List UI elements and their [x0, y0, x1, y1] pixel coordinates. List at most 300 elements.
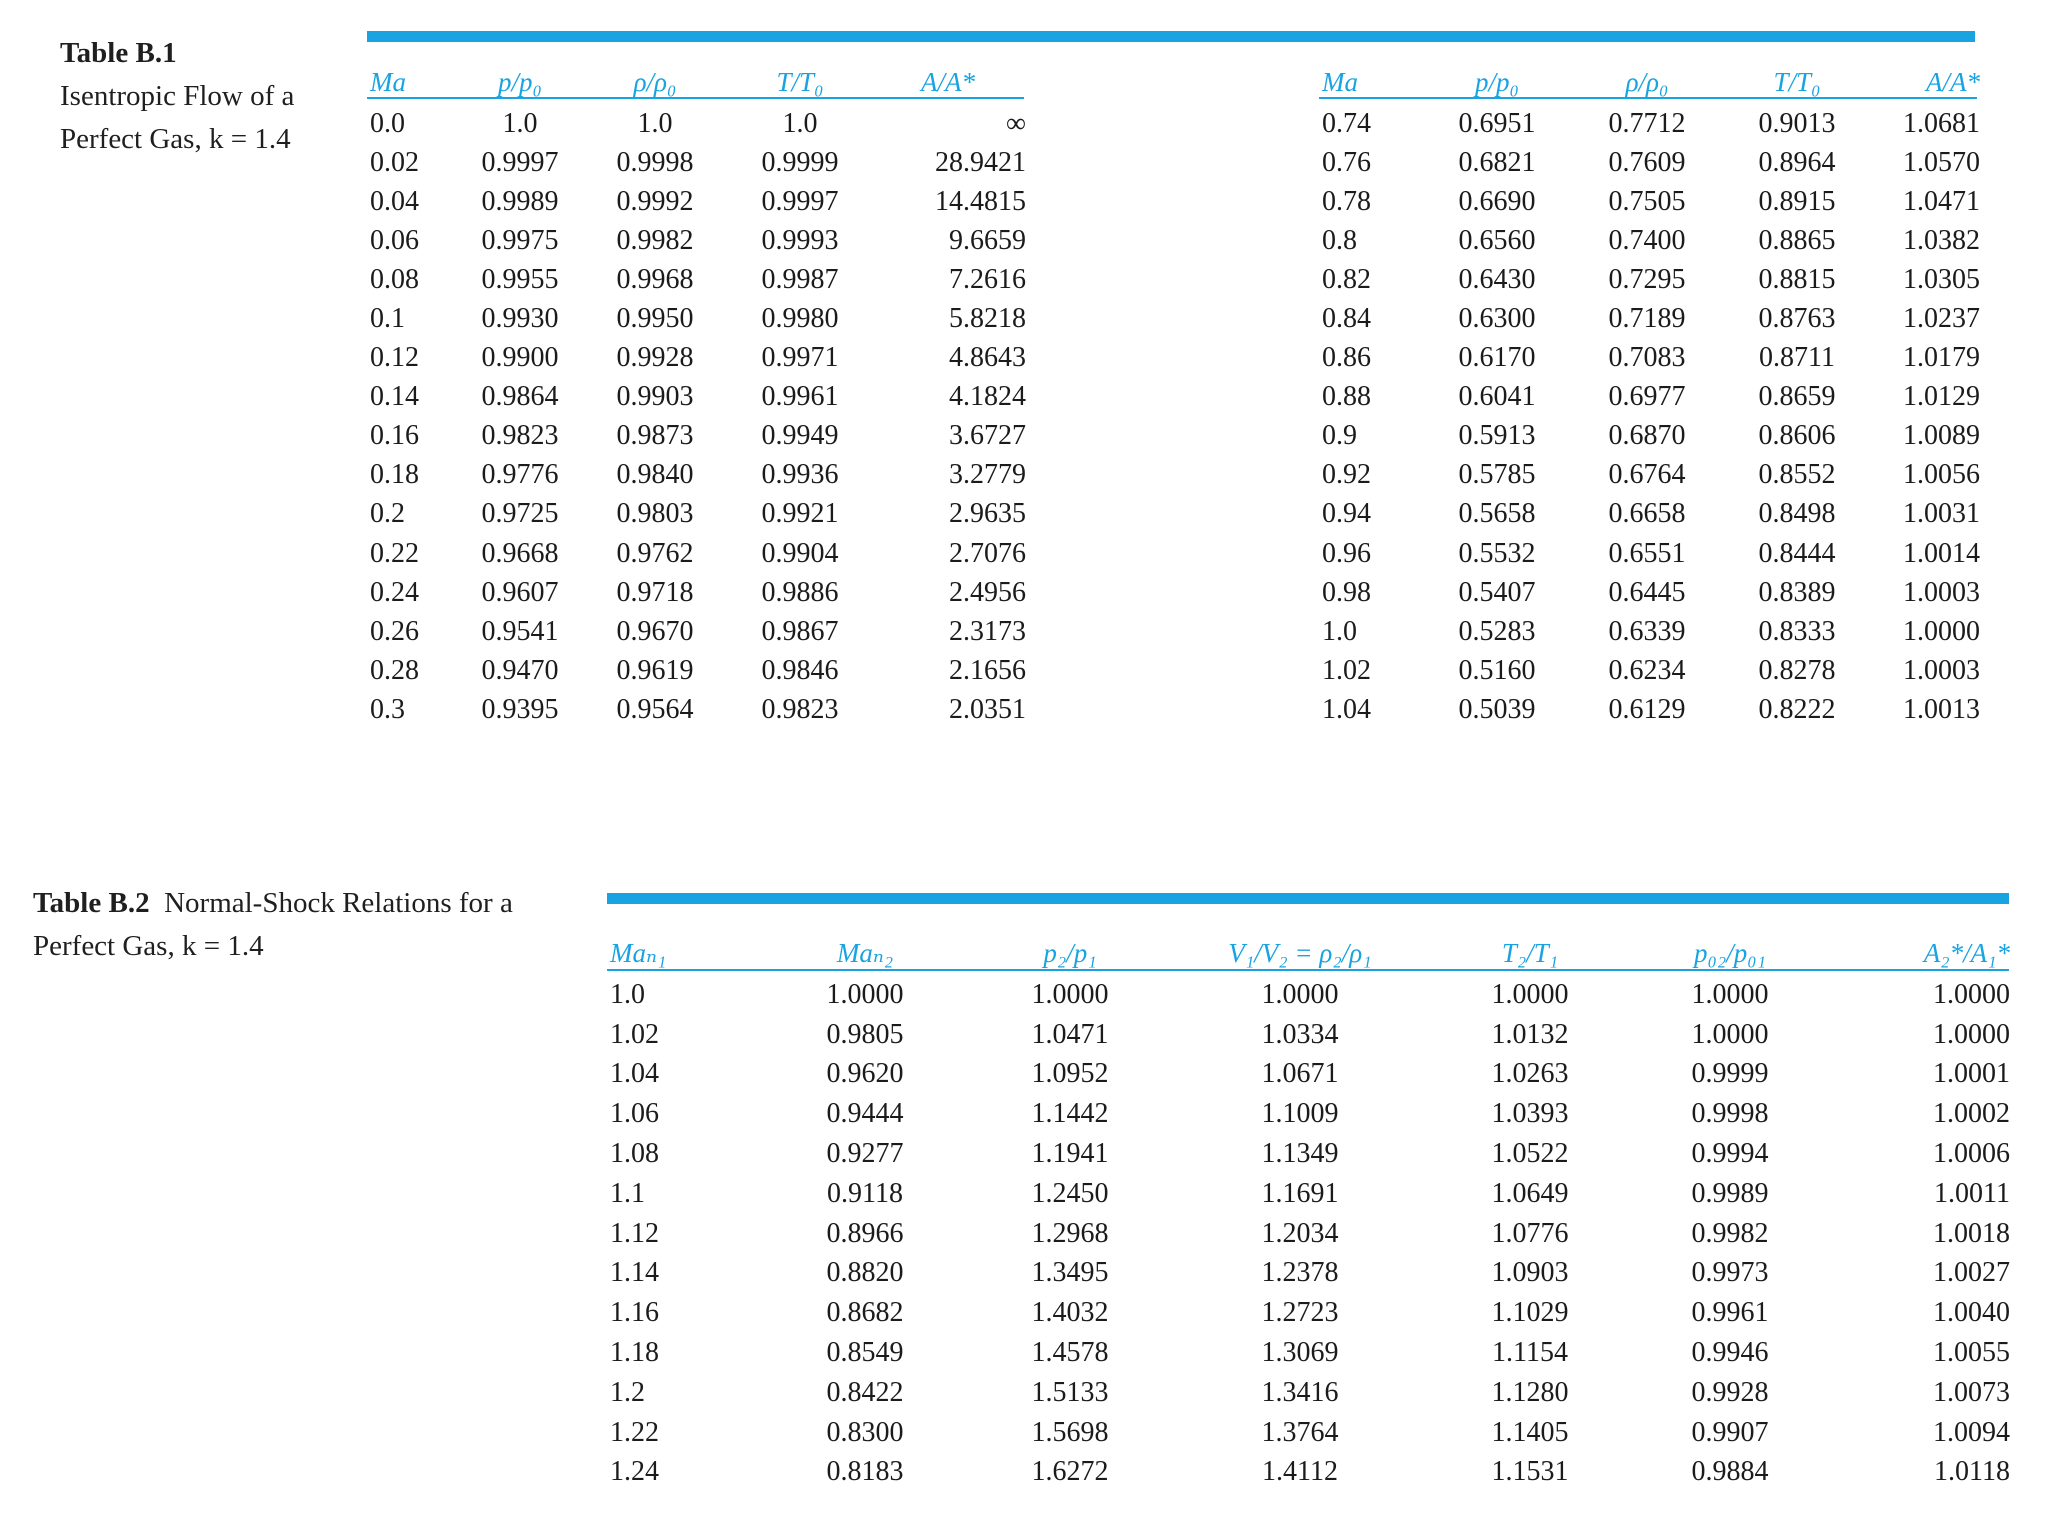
table-cell: 0.9928 — [616, 342, 694, 374]
table-cell: 0.9999 — [761, 146, 839, 178]
table-cell: 0.9840 — [616, 459, 694, 491]
table-cell: 0.9444 — [826, 1098, 904, 1130]
table-cell: 1.0 — [502, 107, 538, 139]
table-cell: 0.9873 — [616, 420, 694, 452]
table-cell: 1.1349 — [1261, 1138, 1339, 1170]
table-row — [370, 339, 1026, 378]
table-cell: 0.9762 — [616, 537, 694, 569]
table-b2-title: Normal-Shock Relations for a Perfect Gas, k = 1.4 — [33, 887, 513, 962]
table-row — [370, 573, 1026, 612]
table-cell: 0.9971 — [761, 342, 839, 374]
table-cell: 0.8552 — [1758, 459, 1836, 491]
table-cell: 0.8915 — [1758, 185, 1836, 217]
table-cell: 0.9997 — [761, 185, 839, 217]
table-cell: 1.0 — [782, 107, 818, 139]
table-cell: 0.9961 — [1691, 1297, 1769, 1329]
table-row — [370, 456, 1026, 495]
table-cell: 0.9823 — [761, 693, 839, 725]
table-row — [610, 1413, 2010, 1453]
table-row — [1322, 690, 1980, 729]
table-cell: 1.2 — [610, 1376, 645, 1408]
table-cell: 3.6727 — [949, 420, 1026, 452]
table-cell: 0.6234 — [1608, 654, 1686, 686]
column-header: p/p₀ — [498, 67, 542, 97]
table-b2-label: Table B.2 — [33, 887, 150, 919]
table-cell: 1.0027 — [1933, 1257, 2010, 1289]
table-cell: 0.9013 — [1758, 107, 1836, 139]
table-cell: 0.9994 — [1691, 1138, 1769, 1170]
table-cell: 0.9619 — [616, 654, 694, 686]
table-cell: 1.06 — [610, 1098, 659, 1130]
table-cell: 0.8711 — [1759, 342, 1835, 374]
table-cell: 0.08 — [370, 263, 419, 295]
table-cell: 1.0000 — [1031, 978, 1109, 1010]
table-b1-left — [370, 48, 1026, 730]
table-cell: 0.3 — [370, 693, 405, 725]
table-cell: 0.82 — [1322, 263, 1371, 295]
table-row — [1322, 339, 1980, 378]
table-cell: 0.6339 — [1608, 615, 1686, 647]
table-cell: 1.3416 — [1261, 1376, 1339, 1408]
table-cell: 1.0056 — [1903, 459, 1980, 491]
table-cell: 1.0000 — [1691, 1018, 1769, 1050]
table-row — [1322, 612, 1980, 651]
table-row — [370, 495, 1026, 534]
table-row — [1322, 378, 1980, 417]
table-row — [370, 299, 1026, 338]
table-cell: 0.06 — [370, 224, 419, 256]
table-cell: 0.9907 — [1691, 1416, 1769, 1448]
table-row — [610, 1373, 2010, 1413]
table-cell: 1.0089 — [1903, 420, 1980, 452]
column-header: T/T₀ — [1773, 67, 1821, 97]
table-cell: 0.9725 — [481, 498, 559, 530]
table-cell: 0.9998 — [1691, 1098, 1769, 1130]
table-cell: 1.1009 — [1261, 1098, 1339, 1130]
table-cell: 0.8278 — [1758, 654, 1836, 686]
table-row — [1322, 651, 1980, 690]
table-cell: 1.18 — [610, 1337, 659, 1369]
table-cell: 0.12 — [370, 342, 419, 374]
table-cell: 1.2378 — [1261, 1257, 1339, 1289]
table-cell: 0.9118 — [827, 1177, 903, 1209]
table-cell: 0.6445 — [1608, 576, 1686, 608]
table-cell: 1.0382 — [1903, 224, 1980, 256]
table-cell: 0.9980 — [761, 303, 839, 335]
table-cell: ∞ — [1006, 107, 1026, 139]
table-cell: 0.8444 — [1758, 537, 1836, 569]
table-cell: 0.9936 — [761, 459, 839, 491]
column-header: T/T₀ — [776, 67, 824, 97]
table-cell: 0.9864 — [481, 381, 559, 413]
table-cell: 0.88 — [1322, 381, 1371, 413]
column-header: A/A* — [921, 67, 975, 97]
table-cell: 0.8389 — [1758, 576, 1836, 608]
table-cell: 0.8964 — [1758, 146, 1836, 178]
column-header: A/A* — [1926, 67, 1980, 97]
table-cell: 0.5913 — [1458, 420, 1536, 452]
table-cell: 7.2616 — [949, 263, 1026, 295]
table-b1-right — [1322, 48, 1980, 730]
table-row — [610, 1055, 2010, 1095]
table-cell: 1.24 — [610, 1456, 659, 1488]
table-cell: 1.04 — [1322, 693, 1371, 725]
table-cell: 0.2 — [370, 498, 405, 530]
table-cell: 1.4578 — [1031, 1337, 1109, 1369]
table-cell: 1.0031 — [1903, 498, 1980, 530]
table-cell: 1.0000 — [1261, 978, 1339, 1010]
column-header: Ma — [1322, 67, 1358, 97]
table-cell: 2.3173 — [949, 615, 1026, 647]
table-cell: 0.8498 — [1758, 498, 1836, 530]
table-cell: 0.8422 — [826, 1376, 904, 1408]
table-cell: 1.0003 — [1903, 654, 1980, 686]
table-b1-caption — [60, 32, 320, 161]
table-cell: 0.6129 — [1608, 693, 1686, 725]
table-cell: 0.9900 — [481, 342, 559, 374]
table-cell: 1.1405 — [1491, 1416, 1569, 1448]
table-cell: 4.1824 — [949, 381, 1026, 413]
table-cell: 0.76 — [1322, 146, 1371, 178]
table-row — [370, 260, 1026, 299]
table-cell: 0.7505 — [1608, 185, 1686, 217]
table-row — [610, 1254, 2010, 1294]
table-cell: 1.0000 — [1933, 1018, 2010, 1050]
table-cell: 0.6300 — [1458, 303, 1536, 335]
table-cell: 1.0471 — [1031, 1018, 1109, 1050]
table-cell: 1.0001 — [1933, 1058, 2010, 1090]
table-cell: 0.6551 — [1608, 537, 1686, 569]
table-cell: 0.6658 — [1608, 498, 1686, 530]
table-cell: 0.9823 — [481, 420, 559, 452]
table-row — [1322, 221, 1980, 260]
table-cell: 1.0570 — [1903, 146, 1980, 178]
table-cell: 0.7083 — [1608, 342, 1686, 374]
table-cell: 0.9846 — [761, 654, 839, 686]
table-cell: 1.1941 — [1031, 1138, 1109, 1170]
table-cell: 14.4815 — [935, 185, 1026, 217]
table-cell: 0.9961 — [761, 381, 839, 413]
column-header: Ma — [370, 67, 406, 97]
table-cell: 0.5532 — [1458, 537, 1536, 569]
table-cell: 2.4956 — [949, 576, 1026, 608]
table-cell: 0.6870 — [1608, 420, 1686, 452]
table-row — [610, 1134, 2010, 1174]
table-cell: 1.0179 — [1903, 342, 1980, 374]
table-row — [610, 1293, 2010, 1333]
table-cell: 0.9998 — [616, 146, 694, 178]
table-cell: 0.02 — [370, 146, 419, 178]
table-row — [1322, 104, 1980, 143]
table-cell: 1.6272 — [1031, 1456, 1109, 1488]
table-b1-title: Isentropic Flow of a Perfect Gas, k = 1.4 — [60, 80, 295, 155]
table-row — [1322, 456, 1980, 495]
table-b2 — [610, 912, 2010, 1492]
table-cell: 0.6170 — [1458, 342, 1536, 374]
table-cell: 0.16 — [370, 420, 419, 452]
table-cell: 0.9928 — [1691, 1376, 1769, 1408]
table-cell: 0.22 — [370, 537, 419, 569]
table-cell: 0.8763 — [1758, 303, 1836, 335]
table-cell: 1.0334 — [1261, 1018, 1339, 1050]
table-cell: 0.9993 — [761, 224, 839, 256]
table-cell: 0.8183 — [826, 1456, 904, 1488]
table-cell: 0.8682 — [826, 1297, 904, 1329]
table-cell: 0.9884 — [1691, 1456, 1769, 1488]
table-cell: 0.9950 — [616, 303, 694, 335]
table-cell: 0.9277 — [826, 1138, 904, 1170]
table-row — [610, 1453, 2010, 1493]
table-cell: 1.0 — [610, 978, 645, 1010]
table-row — [370, 612, 1026, 651]
table-cell: 5.8218 — [949, 303, 1026, 335]
table-cell: 0.9668 — [481, 537, 559, 569]
table-cell: 1.0649 — [1491, 1177, 1569, 1209]
table-cell: 1.3764 — [1261, 1416, 1339, 1448]
table-cell: 1.0263 — [1491, 1058, 1569, 1090]
column-header: Maₙ₁ — [610, 938, 667, 968]
table-cell: 1.4032 — [1031, 1297, 1109, 1329]
table-cell: 0.9564 — [616, 693, 694, 725]
table-cell: 1.0 — [1322, 615, 1357, 647]
table-cell: 0.9987 — [761, 263, 839, 295]
table-cell: 0.9975 — [481, 224, 559, 256]
table-row — [610, 1174, 2010, 1214]
table-row — [610, 1015, 2010, 1055]
table-row — [1322, 495, 1980, 534]
table-row — [610, 1094, 2010, 1134]
column-header: p₀₂/p₀₁ — [1693, 938, 1767, 968]
table-cell: 0.24 — [370, 576, 419, 608]
table-cell: 1.2723 — [1261, 1297, 1339, 1329]
table-cell: 0.6690 — [1458, 185, 1536, 217]
table-row — [1322, 534, 1980, 573]
table-cell: 0.9989 — [1691, 1177, 1769, 1209]
table-row — [370, 378, 1026, 417]
table-cell: 0.7609 — [1608, 146, 1686, 178]
table-cell: 0.9997 — [481, 146, 559, 178]
table-header-row — [610, 912, 2010, 975]
table-cell: 0.98 — [1322, 576, 1371, 608]
table-cell: 1.22 — [610, 1416, 659, 1448]
table-b2-caption — [33, 882, 593, 968]
table-row — [610, 1214, 2010, 1254]
table-cell: 1.0681 — [1903, 107, 1980, 139]
table-cell: 0.9989 — [481, 185, 559, 217]
table-cell: 1.0013 — [1903, 693, 1980, 725]
table-cell: 0.8333 — [1758, 615, 1836, 647]
table-cell: 0.0 — [370, 107, 405, 139]
table-cell: 1.5698 — [1031, 1416, 1109, 1448]
table-cell: 0.14 — [370, 381, 419, 413]
table-cell: 0.9930 — [481, 303, 559, 335]
table-cell: 0.9968 — [616, 263, 694, 295]
table-cell: 1.0237 — [1903, 303, 1980, 335]
table-cell: 0.26 — [370, 615, 419, 647]
table-cell: 0.6041 — [1458, 381, 1536, 413]
table-cell: 0.9395 — [481, 693, 559, 725]
table-cell: 1.0000 — [1903, 615, 1980, 647]
table-cell: 0.9955 — [481, 263, 559, 295]
table-cell: 1.0471 — [1903, 185, 1980, 217]
table-row — [610, 975, 2010, 1015]
table-cell: 0.8549 — [826, 1337, 904, 1369]
table-cell: 0.8820 — [826, 1257, 904, 1289]
table-cell: 0.6430 — [1458, 263, 1536, 295]
table-cell: 0.04 — [370, 185, 419, 217]
table-cell: 0.7189 — [1608, 303, 1686, 335]
table-cell: 0.9470 — [481, 654, 559, 686]
table-cell: 0.7712 — [1608, 107, 1686, 139]
table-cell: 0.9776 — [481, 459, 559, 491]
table-cell: 0.6821 — [1458, 146, 1536, 178]
table-cell: 1.12 — [610, 1217, 659, 1249]
table-cell: 0.6560 — [1458, 224, 1536, 256]
table-cell: 0.94 — [1322, 498, 1371, 530]
table-cell: 0.9904 — [761, 537, 839, 569]
table-cell: 0.9886 — [761, 576, 839, 608]
table-cell: 1.0094 — [1933, 1416, 2010, 1448]
table-cell: 1.5133 — [1031, 1376, 1109, 1408]
column-header: T₂/T₁ — [1501, 938, 1559, 968]
table-cell: 1.14 — [610, 1257, 659, 1289]
table-cell: 0.5785 — [1458, 459, 1536, 491]
table-cell: 0.9803 — [616, 498, 694, 530]
table-cell: 0.8659 — [1758, 381, 1836, 413]
table-row — [610, 1333, 2010, 1373]
table-row — [1322, 143, 1980, 182]
table-cell: 1.0011 — [1934, 1177, 2010, 1209]
table-cell: 1.1 — [610, 1177, 645, 1209]
table-cell: 28.9421 — [935, 146, 1026, 178]
column-header: p₂/p₁ — [1043, 938, 1097, 968]
table-cell: 0.9541 — [481, 615, 559, 647]
table-cell: 1.0000 — [826, 978, 904, 1010]
table-cell: 0.78 — [1322, 185, 1371, 217]
table-cell: 1.0132 — [1491, 1018, 1569, 1050]
table-cell: 0.9999 — [1691, 1058, 1769, 1090]
table-cell: 0.5658 — [1458, 498, 1536, 530]
table-cell: 0.8966 — [826, 1217, 904, 1249]
table-header-row — [1322, 48, 1980, 104]
table-cell: 0.9921 — [761, 498, 839, 530]
table-cell: 0.5039 — [1458, 693, 1536, 725]
table-cell: 1.1154 — [1492, 1337, 1568, 1369]
table-cell: 3.2779 — [949, 459, 1026, 491]
table-cell: 1.0305 — [1903, 263, 1980, 295]
table-cell: 1.2968 — [1031, 1217, 1109, 1249]
table-cell: 0.9903 — [616, 381, 694, 413]
column-header: ρ/ρ₀ — [633, 67, 677, 97]
table-cell: 1.0393 — [1491, 1098, 1569, 1130]
table-row — [370, 182, 1026, 221]
table-cell: 1.0776 — [1491, 1217, 1569, 1249]
table-cell: 0.9805 — [826, 1018, 904, 1050]
column-header: Maₙ₂ — [836, 938, 894, 968]
table-row — [1322, 260, 1980, 299]
table-cell: 1.0018 — [1933, 1217, 2010, 1249]
table-row — [370, 221, 1026, 260]
table-cell: 1.08 — [610, 1138, 659, 1170]
table-cell: 0.5160 — [1458, 654, 1536, 686]
column-header: ρ/ρ₀ — [1625, 67, 1669, 97]
table-row — [1322, 573, 1980, 612]
table-cell: 0.8606 — [1758, 420, 1836, 452]
table-cell: 1.1280 — [1491, 1376, 1569, 1408]
table-row — [370, 534, 1026, 573]
table-cell: 0.6977 — [1608, 381, 1686, 413]
table-cell: 0.92 — [1322, 459, 1371, 491]
table-cell: 2.0351 — [949, 693, 1026, 725]
table-cell: 0.9949 — [761, 420, 839, 452]
table-cell: 1.02 — [610, 1018, 659, 1050]
table-cell: 0.28 — [370, 654, 419, 686]
table-cell: 0.8 — [1322, 224, 1357, 256]
table-cell: 1.0055 — [1933, 1337, 2010, 1369]
table-cell: 1.1531 — [1491, 1456, 1569, 1488]
table-cell: 0.84 — [1322, 303, 1371, 335]
table-cell: 0.9982 — [1691, 1217, 1769, 1249]
table-cell: 1.0014 — [1903, 537, 1980, 569]
table-cell: 0.8865 — [1758, 224, 1836, 256]
table-cell: 0.9946 — [1691, 1337, 1769, 1369]
table-row — [370, 104, 1026, 143]
table-cell: 0.6764 — [1608, 459, 1686, 491]
table-row — [1322, 299, 1980, 338]
table-cell: 1.0000 — [1491, 978, 1569, 1010]
table-cell: 0.8300 — [826, 1416, 904, 1448]
table-row — [370, 651, 1026, 690]
table-cell: 0.74 — [1322, 107, 1371, 139]
table-cell: 0.9867 — [761, 615, 839, 647]
table-cell: 0.9992 — [616, 185, 694, 217]
table-row — [1322, 182, 1980, 221]
table-cell: 1.16 — [610, 1297, 659, 1329]
table-row — [370, 143, 1026, 182]
table-cell: 1.0903 — [1491, 1257, 1569, 1289]
column-header: A₂*/A₁* — [1923, 938, 2010, 968]
table-cell: 0.8815 — [1758, 263, 1836, 295]
table-cell: 0.5407 — [1458, 576, 1536, 608]
column-header: V₁/V₂ = ρ₂/ρ₁ — [1228, 938, 1372, 968]
table-cell: 1.02 — [1322, 654, 1371, 686]
table-cell: 0.6951 — [1458, 107, 1536, 139]
table-b1-label: Table B.1 — [60, 37, 177, 69]
table-cell: 2.7076 — [949, 537, 1026, 569]
table-cell: 1.3069 — [1261, 1337, 1339, 1369]
table-b2-top-rule — [607, 893, 2009, 904]
table-cell: 0.9982 — [616, 224, 694, 256]
table-cell: 0.18 — [370, 459, 419, 491]
table-cell: 0.1 — [370, 303, 405, 335]
table-cell: 0.9670 — [616, 615, 694, 647]
table-cell: 9.6659 — [949, 224, 1026, 256]
table-cell: 1.0003 — [1903, 576, 1980, 608]
table-cell: 0.9620 — [826, 1058, 904, 1090]
table-row — [370, 690, 1026, 729]
table-cell: 2.1656 — [949, 654, 1026, 686]
table-row — [1322, 417, 1980, 456]
table-cell: 1.1691 — [1261, 1177, 1339, 1209]
table-cell: 1.3495 — [1031, 1257, 1109, 1289]
table-row — [370, 417, 1026, 456]
table-cell: 1.4112 — [1262, 1456, 1338, 1488]
table-cell: 1.0000 — [1691, 978, 1769, 1010]
table-cell: 0.7400 — [1608, 224, 1686, 256]
table-cell: 0.5283 — [1458, 615, 1536, 647]
table-cell: 1.1029 — [1491, 1297, 1569, 1329]
table-cell: 1.0952 — [1031, 1058, 1109, 1090]
